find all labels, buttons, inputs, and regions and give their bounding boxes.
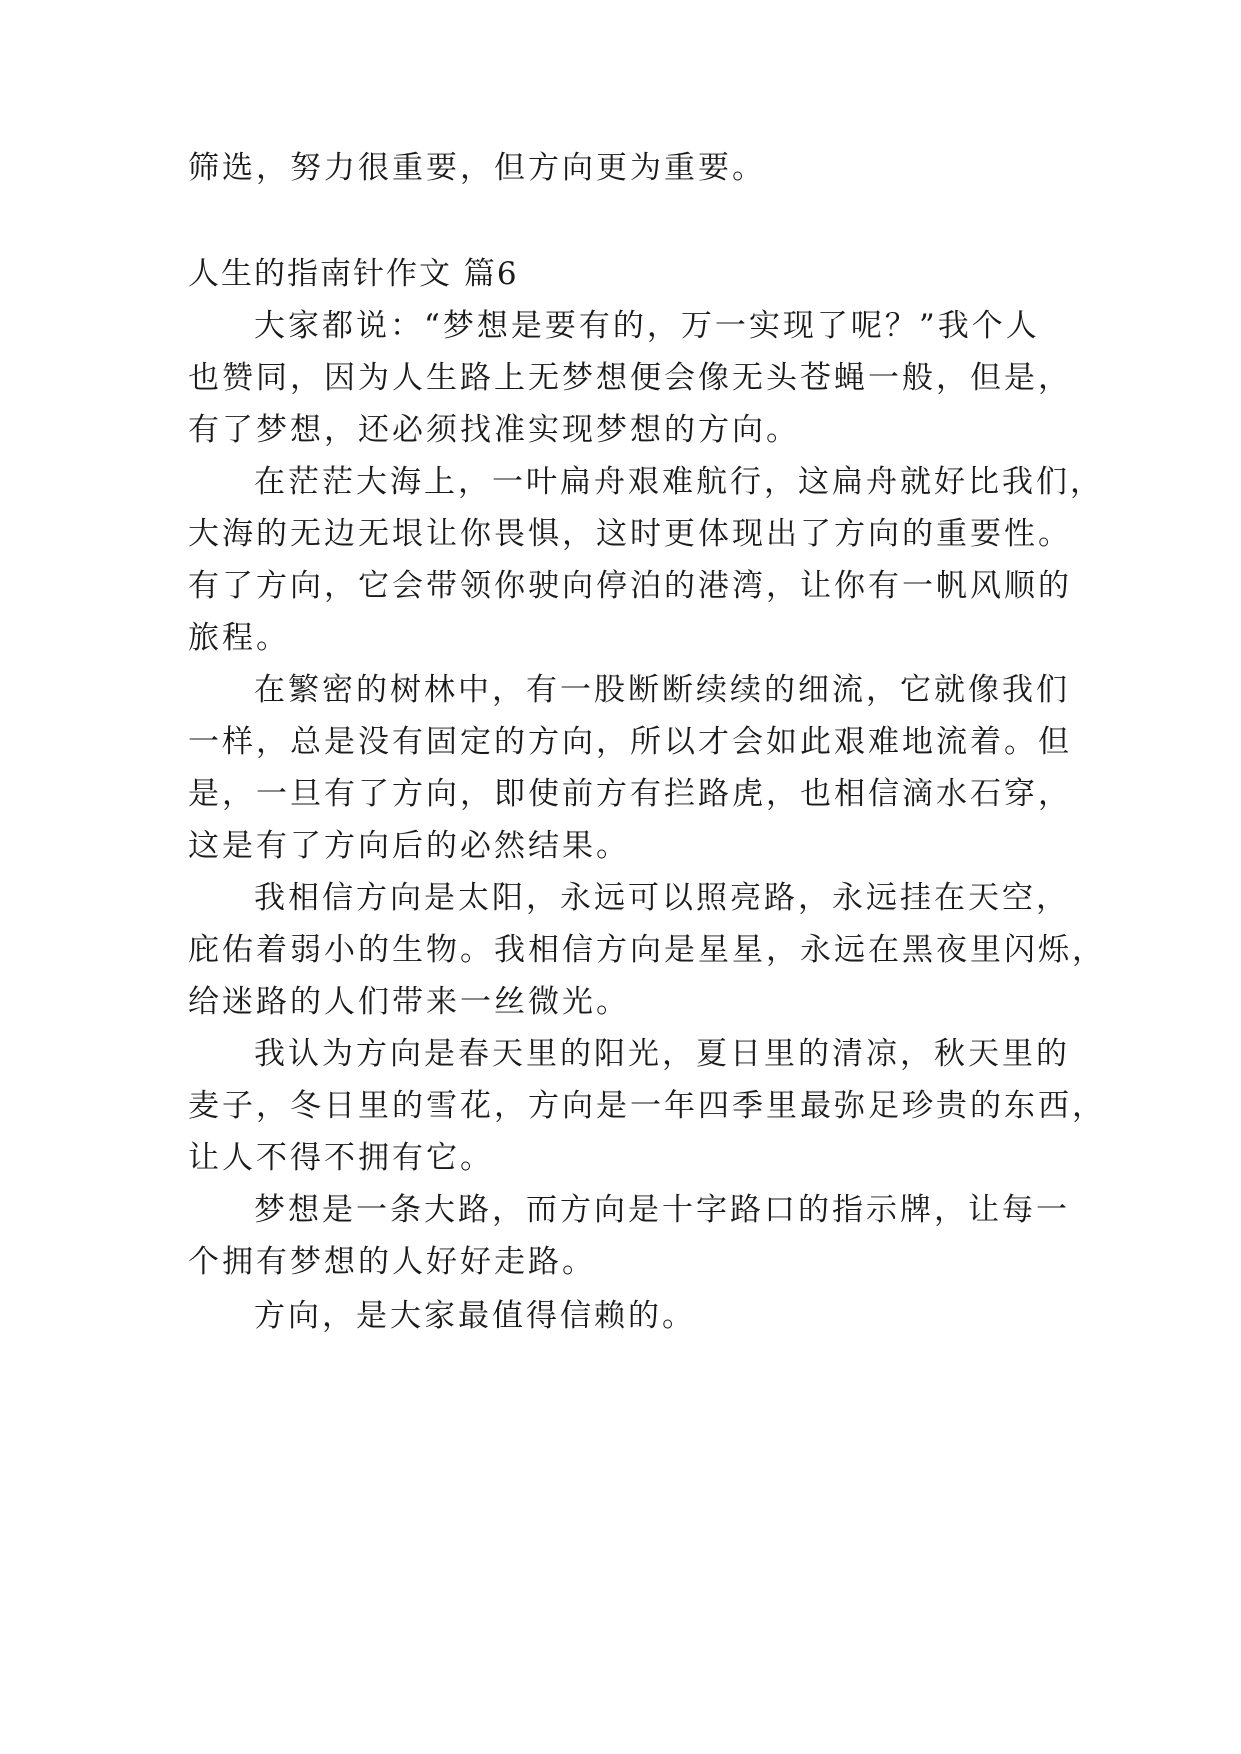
paragraph-3-line-4: 这是有了方向后的必然结果。: [188, 828, 630, 864]
paragraph-6-line-1: 梦想是一条大路，而方向是十字路口的指示牌，让每一: [254, 1192, 1070, 1228]
paragraph-2-line-3: 有了方向，它会带领你驶向停泊的港湾，让你有一帆风顺的: [188, 568, 1072, 604]
section-title: 人生的指南针作文 篇6: [188, 256, 519, 292]
paragraph-5-line-3: 让人不得不拥有它。: [188, 1140, 494, 1176]
paragraph-4-line-2: 庇佑着弱小的生物。我相信方向是星星，永远在黑夜里闪烁，: [188, 932, 1106, 968]
paragraph-4-line-3: 给迷路的人们带来一丝微光。: [188, 984, 630, 1020]
paragraph-1-line-1: 大家都说：“梦想是要有的，万一实现了呢？”我个人: [254, 308, 1040, 344]
paragraph-3-line-3: 是，一旦有了方向，即使前方有拦路虎，也相信滴水石穿，: [188, 776, 1072, 812]
paragraph-2-line-4: 旅程。: [188, 620, 290, 656]
paragraph-6-line-2: 个拥有梦想的人好好走路。: [188, 1244, 596, 1280]
paragraph-1-line-3: 有了梦想，还必须找准实现梦想的方向。: [188, 412, 800, 448]
paragraph-2-line-1: 在茫茫大海上，一叶扁舟艰难航行，这扁舟就好比我们，: [254, 464, 1104, 500]
paragraph-5-line-2: 麦子，冬日里的雪花，方向是一年四季里最弥足珍贵的东西，: [188, 1088, 1106, 1124]
paragraph-2-line-2: 大海的无边无垠让你畏惧，这时更体现出了方向的重要性。: [188, 516, 1072, 552]
paragraph-5-line-1: 我认为方向是春天里的阳光，夏日里的清凉，秋天里的: [254, 1036, 1070, 1072]
top-line: 筛选，努力很重要，但方向更为重要。: [188, 150, 766, 186]
paragraph-4-line-1: 我相信方向是太阳，永远可以照亮路，永远挂在天空，: [254, 880, 1070, 916]
paragraph-3-line-2: 一样，总是没有固定的方向，所以才会如此艰难地流着。但: [188, 724, 1072, 760]
paragraph-3-line-1: 在繁密的树林中，有一股断断续续的细流，它就像我们: [254, 672, 1070, 708]
paragraph-1-line-2: 也赞同，因为人生路上无梦想便会像无头苍蝇一般，但是，: [188, 360, 1072, 396]
paragraph-7-line-1: 方向，是大家最值得信赖的。: [254, 1298, 696, 1334]
